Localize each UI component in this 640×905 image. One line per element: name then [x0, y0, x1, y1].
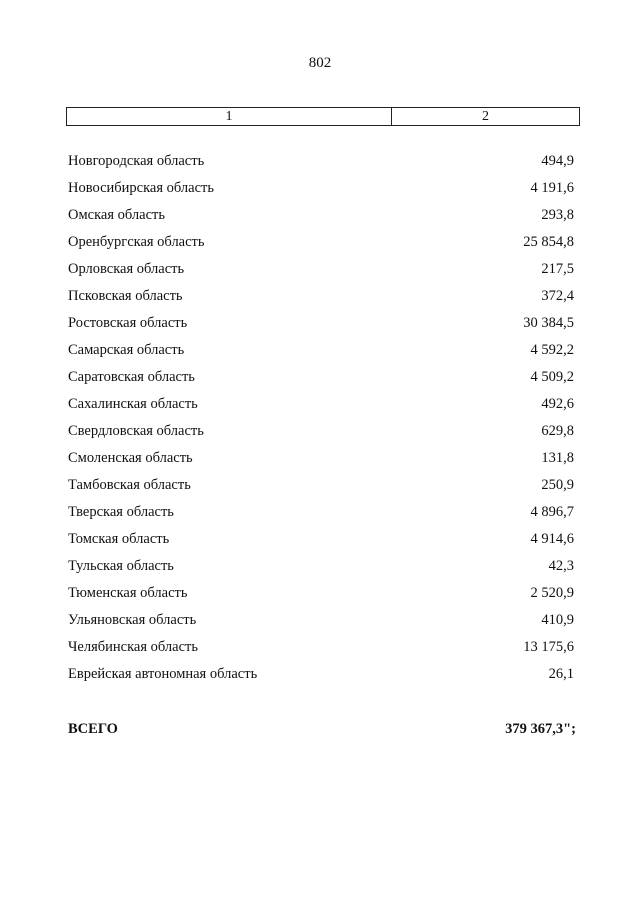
table-row — [68, 205, 574, 232]
region-name: Свердловская область — [68, 423, 204, 439]
region-name: Псковская область — [68, 288, 183, 304]
region-name: Саратовская область — [68, 369, 195, 385]
table-row — [68, 232, 574, 259]
region-value: 25 854,8 — [523, 234, 574, 250]
region-value: 492,6 — [541, 396, 574, 412]
region-name: Новосибирская область — [68, 180, 214, 196]
total-row — [68, 719, 576, 739]
table-row — [68, 448, 574, 475]
region-value: 131,8 — [541, 450, 574, 466]
region-name: Тверская область — [68, 504, 174, 520]
region-value: 13 175,6 — [523, 639, 574, 655]
region-name: Смоленская область — [68, 450, 193, 466]
region-value: 217,5 — [541, 261, 574, 277]
region-name: Челябинская область — [68, 639, 198, 655]
region-value: 494,9 — [541, 153, 574, 169]
region-table — [68, 151, 574, 691]
column-header-row — [66, 107, 580, 126]
table-row — [68, 259, 574, 286]
region-value: 4 592,2 — [530, 342, 574, 358]
table-row — [68, 637, 574, 664]
region-value: 4 191,6 — [530, 180, 574, 196]
table-row — [68, 664, 574, 691]
region-value: 4 509,2 — [530, 369, 574, 385]
region-value: 42,3 — [548, 558, 574, 574]
table-row — [68, 610, 574, 637]
region-name: Омская область — [68, 207, 165, 223]
table-row — [68, 367, 574, 394]
region-name: Еврейская автономная область — [68, 666, 258, 682]
table-row — [68, 502, 574, 529]
table-row — [68, 151, 574, 178]
region-name: Сахалинская область — [68, 396, 198, 412]
region-name: Орловская область — [68, 261, 185, 277]
region-value: 410,9 — [541, 612, 574, 628]
region-name: Тюменская область — [68, 585, 188, 601]
region-value: 372,4 — [541, 288, 574, 304]
region-value: 4 914,6 — [530, 531, 574, 547]
region-name: Ульяновская область — [68, 612, 197, 628]
table-row — [68, 286, 574, 313]
region-value: 30 384,5 — [523, 315, 574, 331]
region-value: 2 520,9 — [530, 585, 574, 601]
column-header-1: 1 — [67, 108, 392, 125]
region-value: 4 896,7 — [530, 504, 574, 520]
table-row — [68, 529, 574, 556]
region-name: Оренбургская область — [68, 234, 205, 250]
total-label: ВСЕГО — [68, 721, 118, 737]
region-name: Ростовская область — [68, 315, 188, 331]
table-row — [68, 556, 574, 583]
table-row — [68, 313, 574, 340]
region-name: Томская область — [68, 531, 170, 547]
region-value: 26,1 — [548, 666, 574, 682]
table-row — [68, 583, 574, 610]
region-name: Самарская область — [68, 342, 185, 358]
region-name: Тульская область — [68, 558, 174, 574]
total-value: 379 367,3"; — [505, 721, 576, 737]
table-row — [68, 340, 574, 367]
table-row — [68, 421, 574, 448]
column-header-2: 2 — [482, 109, 489, 124]
table-row — [68, 178, 574, 205]
table-row — [68, 475, 574, 502]
region-value: 293,8 — [541, 207, 574, 223]
region-name: Новгородская область — [68, 153, 205, 169]
region-name: Тамбовская область — [68, 477, 191, 493]
region-value: 250,9 — [541, 477, 574, 493]
page-number: 802 — [308, 55, 332, 71]
region-value: 629,8 — [541, 423, 574, 439]
table-row — [68, 394, 574, 421]
